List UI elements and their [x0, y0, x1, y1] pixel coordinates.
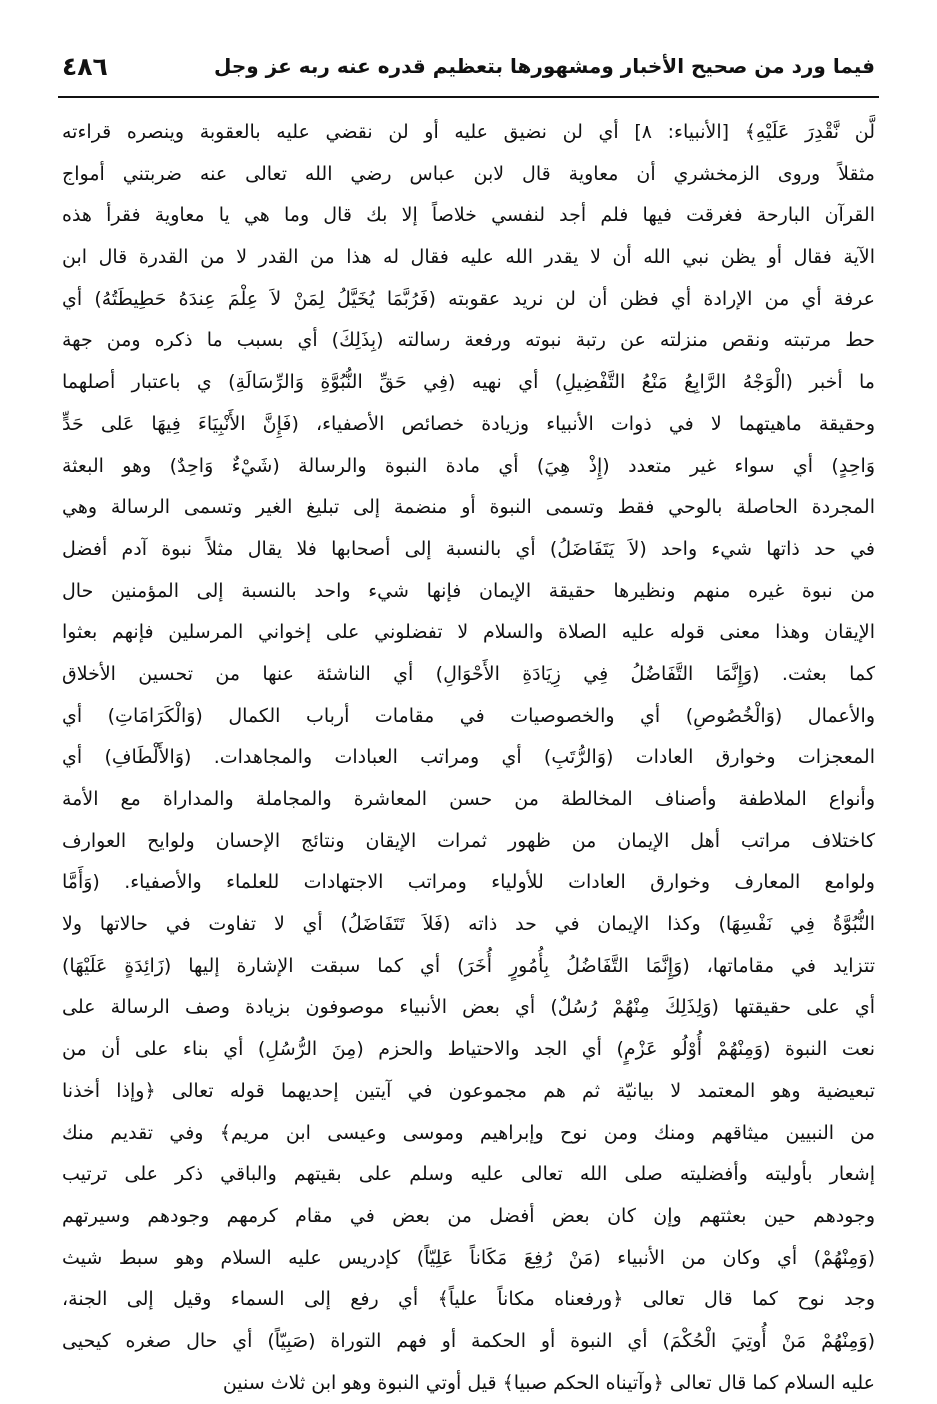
text-line: النُّبُوَّةُ فِي نَفْسِهَا) وكذا الإيمان في حد ذاته (فَلاَ تَتَفَاضَلُ) أي لا تفاوت في حالاتها ولا [62, 913, 875, 936]
text-line: من نبوة غيره منهم ونظيرها حقيقة الإيمان فإنها شيء واحد بالنسبة إلى المؤمنين حال [62, 579, 875, 602]
text-line: تتزايد في مقاماتها، (وَإِنَّمَا التَّفَاضُلُ بِأُمُورٍ أُخَرَ) أي كما سبقت الإشارة إليها (زَائِدَةٍ عَلَيْهَا) [62, 954, 875, 977]
text-line: إشعار بأوليته وأفضليته صلى الله تعالى عليه وسلم على بقيتهم والباقي ذكر على ترتيب [62, 1163, 875, 1186]
body-text [62, 112, 876, 1394]
text-line: عليه السلام كما قال تعالى ﴿وآتيناه الحكم صبيا﴾ قيل أوتي النبوة وهو ابن ثلاث سنين [222, 1371, 875, 1394]
text-line: وَاحِدٍ) أي سواء غير متعدد (إِذْ هِيَ) أي مادة النبوة والرسالة (شَيْءٌ وَاحِدٌ) وهو البعثة [62, 454, 875, 477]
text-line: حط مرتبته ونقص منزلته عن رتبة نبوته ورفعة رسالته (بِذَلِكَ) أي بسبب ما ذكره ومن جهة [62, 329, 875, 352]
text-line: وجد نوح كما قال تعالى ﴿ورفعناه مكاناً علياً﴾ أي رفع إلى السماء وقيل إلى الجنة، [62, 1288, 875, 1311]
text-line: مثقلاً وروى الزمخشري أن معاوية قال لابن عباس رضي الله تعالى عنه ضربتني أمواج [62, 162, 875, 185]
text-line: الآية فقال أو يظن نبي الله أن لا يقدر الله عليه فقال له هذا من القدر لا من القدرة قال ابن [62, 246, 875, 269]
text-line: نعت النبوة (وَمِنْهُمْ أُوْلُو عَزْمٍ) أي الجد والاحتياط والحزم (مِنَ الرُّسُلِ) أي بناء على أن من [62, 1038, 875, 1061]
text-line: من النبيين ميثاقهم ومنك ومن نوح وإبراهيم وموسى وعيسى ابن مريم﴾ وفي تقديم منك [62, 1121, 875, 1144]
text-line: وأنواع الملاطفة وأصناف المخالطة من حسن المعاشرة والمجاملة والمداراة مع الأمة [62, 788, 875, 810]
text-line: كما بعثت. (وَإِنَّمَا التَّفَاضُلُ فِي زِيَادَةِ الأَحْوَالِ) أي الناشئة عنها من تحسين الأخلاق [62, 662, 875, 685]
text-line: أي على حقيقتها (وَلِذَلِكَ مِنْهُمْ رُسُلٌ) أي بعض الأنبياء موصوفون بزيادة وصف الرسالة على [62, 996, 875, 1019]
text-line: ما أخبر (الْوَجْهُ الرَّابِعُ مَنْعُ التَّفْضِيلِ) أي نهيه (فِي حَقِّ النُّبُوَّةِ وَالرِّسَالَةِ) ي باعتبار أصلهما [62, 371, 875, 394]
text-line: كاختلاف مراتب أهل الإيمان من ظهور ثمرات الإيقان ونتائج الإحسان ولوايح العوارف [62, 829, 875, 852]
text-line: والأعمال (وَالْخُصُوصِ) أي والخصوصيات في مقامات أرباب الكمال (وَالْكَرَامَاتِ) أي [62, 704, 875, 727]
text-line: عرفة أي من الإرادة أي فظن أن لن نريد عقوبته (فَرُبَّمَا يُخَيَّلُ لِمَنْ لاَ عِلْمَ عِندَهُ حَطِيطَتُهُ) أي [62, 287, 875, 310]
text-line: وحقيقة ماهيتهما لا في ذوات الأنبياء وزيادة خصائص الأصفياء، (فَإِنَّ الأَنْبِيَاءَ فِيهَا عَلى حَدٍّ [62, 412, 875, 435]
text-line: تبعيضية وهو المعتمد لا بيانيّة ثم هم مجموعون في آيتين إحديهما قوله تعالى ﴿وإذا أخذنا [62, 1079, 875, 1102]
text-line: في حد ذاتها شيء واحد (لاَ يَتَفَاضَلُ) أي بالنسبة إلى أصحابها فلا يقال مثلاً نبوة آدم أفضل [62, 537, 875, 560]
text-line: المجردة الحاصلة بالوحي فقط وتسمى النبوة أو منضمة إلى تبليغ الغير وتسمى الرسالة وهي [62, 496, 875, 519]
page-header [62, 44, 875, 88]
text-line: (وَمِنْهُمْ) أي وكان من الأنبياء (مَنْ رُفِعَ مَكَاناً عَلِيّاً) كإدريس عليه السلام وهو سبط شيث [62, 1246, 875, 1269]
header-rule [58, 96, 879, 98]
text-line: الإيقان وهذا معنى قوله عليه الصلاة والسلام لا تفضلوني على إخواني المرسلين فإنهم بعثوا [62, 621, 875, 644]
text-line: وجودهم حين بعثتهم وإن كان بعض أفضل من بعض في مقام كرمهم وجودهم وسيرتهم [62, 1204, 875, 1227]
text-line: لَّن نَّقْدِرَ عَلَيْهِ﴾ [الأنبياء: ٨] أي لن نضيق عليه أو لن نقضي عليه بالعقوبة وينصره قراءته [62, 121, 876, 143]
running-head: فيما ورد من صحيح الأخبار ومشهورها بتعظيم قدره عنه ربه عز وجل [214, 54, 875, 78]
text-line: (وَمِنْهُمْ مَنْ أُوتِيَ الْحُكْمَ) أي النبوة أو الحكمة أو فهم التوراة (صَبِيّاً) أي حال صغره كيحيى [62, 1329, 875, 1352]
page-number: ٤٨٦ [62, 51, 108, 81]
text-line: ولوامع المعارف وخوارق العادات للأولياء ومراتب الاجتهادات للعلماء والأصفياء. (وَأَمَّا [62, 871, 875, 894]
text-line: القرآن البارحة فغرقت فيها فلم أجد لنفسي خلاصاً إلا بك قال وما هي يا معاوية فقرأ هذه [62, 204, 875, 227]
text-line: المعجزات وخوارق العادات (وَالرُّتَبِ) أي ومراتب العبادات والمجاهدات. (وَالأَلْطَافِ) أي [62, 746, 875, 769]
